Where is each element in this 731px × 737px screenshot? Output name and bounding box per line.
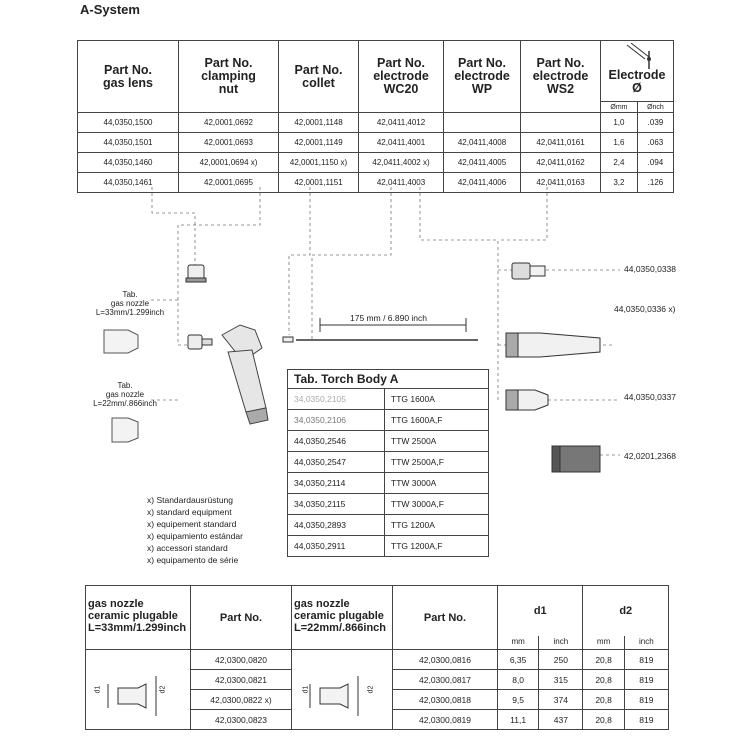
standard-equipment-notes (147, 494, 243, 566)
cell: 34,0350,2115 (288, 494, 385, 515)
cell: 819 (624, 710, 668, 730)
cell: 3,2 (601, 173, 638, 193)
cell: 42,0300,0816 (393, 650, 498, 670)
cell: 42,0001,0694 x) (179, 153, 279, 173)
cell: 819 (624, 650, 668, 670)
cell: 8,0 (498, 670, 539, 690)
d2-label: d2 (367, 685, 375, 694)
cell: 42,0411,0161 (521, 133, 601, 153)
cell: 42,0300,0817 (393, 670, 498, 690)
cell: 819 (624, 670, 668, 690)
cell: 42,0001,0692 (179, 113, 279, 133)
gas-nozzle-long-label: Tab. gas nozzle L=33mm/1.299inch (95, 290, 165, 317)
cell: 42,0001,1150 x) (279, 153, 359, 173)
cell: 819 (624, 690, 668, 710)
cell: 20,8 (583, 710, 624, 730)
torch-body-title: Tab. Torch Body A (288, 370, 489, 389)
unit-inch: inch (624, 636, 668, 650)
cell: 1,6 (601, 133, 638, 153)
header-nozzle-22: gas nozzle ceramic plugable L=22mm/.866inch (292, 586, 393, 650)
cell: 42,0411,4006 (444, 173, 521, 193)
cell: .094 (637, 153, 673, 173)
table-row (288, 515, 489, 536)
cell: 9,5 (498, 690, 539, 710)
cell: 20,8 (583, 690, 624, 710)
cell: 437 (539, 710, 583, 730)
cell: 42,0001,1151 (279, 173, 359, 193)
cell: TTG 1200A (385, 515, 489, 536)
gas-nozzle-short-label: Tab. gas nozzle L=22mm/.866inch (93, 381, 157, 408)
header-gas-lens: Part No. gas lens (78, 41, 179, 113)
gas-nozzle-table (85, 585, 669, 730)
cell: 42,0300,0818 (393, 690, 498, 710)
table-row (288, 452, 489, 473)
table-row (288, 473, 489, 494)
d2-label: d2 (159, 685, 167, 694)
cell: 44,0350,2911 (288, 536, 385, 557)
note: x) standard equipment (147, 507, 232, 517)
cell: 20,8 (583, 650, 624, 670)
header-electrode-wc20: Part No. electrode WC20 (359, 41, 444, 113)
cell: 44,0350,1461 (78, 173, 179, 193)
cell: 44,0350,1501 (78, 133, 179, 153)
cell: 42,0001,0695 (179, 173, 279, 193)
unit-inch: inch (539, 636, 583, 650)
cell: TTW 2500A,F (385, 452, 489, 473)
cell: 42,0001,1149 (279, 133, 359, 153)
note: x) equipement standard (147, 519, 237, 529)
cell: .063 (637, 133, 673, 153)
cell: 42,0001,1148 (279, 113, 359, 133)
gas-nozzle-short-drawing (112, 418, 138, 442)
cell: 42,0411,4008 (444, 133, 521, 153)
table-row (288, 431, 489, 452)
table-row (288, 410, 489, 431)
cell: 1,0 (601, 113, 638, 133)
cell: 374 (539, 690, 583, 710)
cell: 42,0411,4003 (359, 173, 444, 193)
cell: 42,0001,0693 (179, 133, 279, 153)
cell: 34,0350,2114 (288, 473, 385, 494)
cell: .039 (637, 113, 673, 133)
short-back-cap-drawing (512, 263, 530, 279)
note: x) equipamento de série (147, 555, 239, 565)
unit-mm: mm (583, 636, 624, 650)
header-electrode-diameter: Electrode Ø (601, 41, 674, 102)
part-label-back-cap-short: 44,0350,0338 (624, 264, 676, 274)
cell: TTW 3000A (385, 473, 489, 494)
cell: 42,0411,4012 (359, 113, 444, 133)
cell: .126 (637, 173, 673, 193)
cell: 250 (539, 650, 583, 670)
cell: 6,35 (498, 650, 539, 670)
cell: 42,0300,0820 (191, 650, 292, 670)
part-label-back-cap-long: 44,0350,0336 x) (614, 304, 676, 314)
nozzle-sketch-cell-long (86, 650, 191, 730)
cell: 42,0300,0821 (191, 670, 292, 690)
cell: TTW 2500A (385, 431, 489, 452)
cell: 42,0411,4001 (359, 133, 444, 153)
cell: 34,0350,2105 (288, 389, 385, 410)
header-electrode-wp: Part No. electrode WP (444, 41, 521, 113)
header-d2: d2 (583, 586, 669, 636)
cell: 11,1 (498, 710, 539, 730)
part-label-adapter: 42,0201,2368 (624, 451, 676, 461)
table-row (86, 650, 669, 670)
note: x) Standardausrüstung (147, 495, 233, 505)
cell: 42,0411,0162 (521, 153, 601, 173)
gas-lens-part (188, 265, 204, 279)
cell: 42,0300,0819 (393, 710, 498, 730)
cell: 44,0350,2546 (288, 431, 385, 452)
cell: 44,0350,2893 (288, 515, 385, 536)
header-part-no-1: Part No. (191, 586, 292, 650)
page-title: A-System (80, 2, 140, 17)
torch-body-table (287, 369, 489, 557)
header-electrode-ws2: Part No. electrode WS2 (521, 41, 601, 113)
cell: 44,0350,2547 (288, 452, 385, 473)
part-label-back-cap-medium: 44,0350,0337 (624, 392, 676, 402)
cell: TTG 1600A (385, 389, 489, 410)
cell: 44,0350,1500 (78, 113, 179, 133)
cell: TTG 1200A,F (385, 536, 489, 557)
gas-nozzle-long-drawing (104, 330, 138, 353)
header-part-no-2: Part No. (393, 586, 498, 650)
collet-part (283, 337, 293, 342)
cell: 42,0300,0823 (191, 710, 292, 730)
cell: 42,0411,0163 (521, 173, 601, 193)
header-nozzle-33: gas nozzle ceramic plugable L=33mm/1.299inch (86, 586, 191, 650)
table-row (288, 494, 489, 515)
cell: 20,8 (583, 670, 624, 690)
note: x) equipamiento estándar (147, 531, 243, 541)
cell: 42,0411,4005 (444, 153, 521, 173)
electrode-length-dimension: 175 mm / 6.890 inch (350, 313, 428, 323)
d1-label: d1 (94, 685, 102, 694)
note: x) accessori standard (147, 543, 228, 553)
torch-body-drawing (222, 325, 268, 424)
cell: 34,0350,2106 (288, 410, 385, 431)
cell: 42,0411,4002 x) (359, 153, 444, 173)
cell: TTW 3000A,F (385, 494, 489, 515)
unit-mm: mm (498, 636, 539, 650)
nozzle-sketch-cell-short (292, 650, 393, 730)
cell: 2,4 (601, 153, 638, 173)
table-row (288, 389, 489, 410)
header-collet: Part No. collet (279, 41, 359, 113)
d1-label: d1 (302, 685, 310, 694)
clamping-nut-part (188, 335, 202, 349)
unit-inch: Ønch (637, 102, 673, 113)
cell: 44,0350,1460 (78, 153, 179, 173)
cell: 42,0300,0822 x) (191, 690, 292, 710)
cell: TTG 1600A,F (385, 410, 489, 431)
unit-mm: Ømm (601, 102, 638, 113)
cell: 315 (539, 670, 583, 690)
header-clamping-nut: Part No. clamping nut (179, 41, 279, 113)
long-back-cap-drawing (508, 333, 600, 357)
table-row (288, 536, 489, 557)
header-d1: d1 (498, 586, 583, 636)
